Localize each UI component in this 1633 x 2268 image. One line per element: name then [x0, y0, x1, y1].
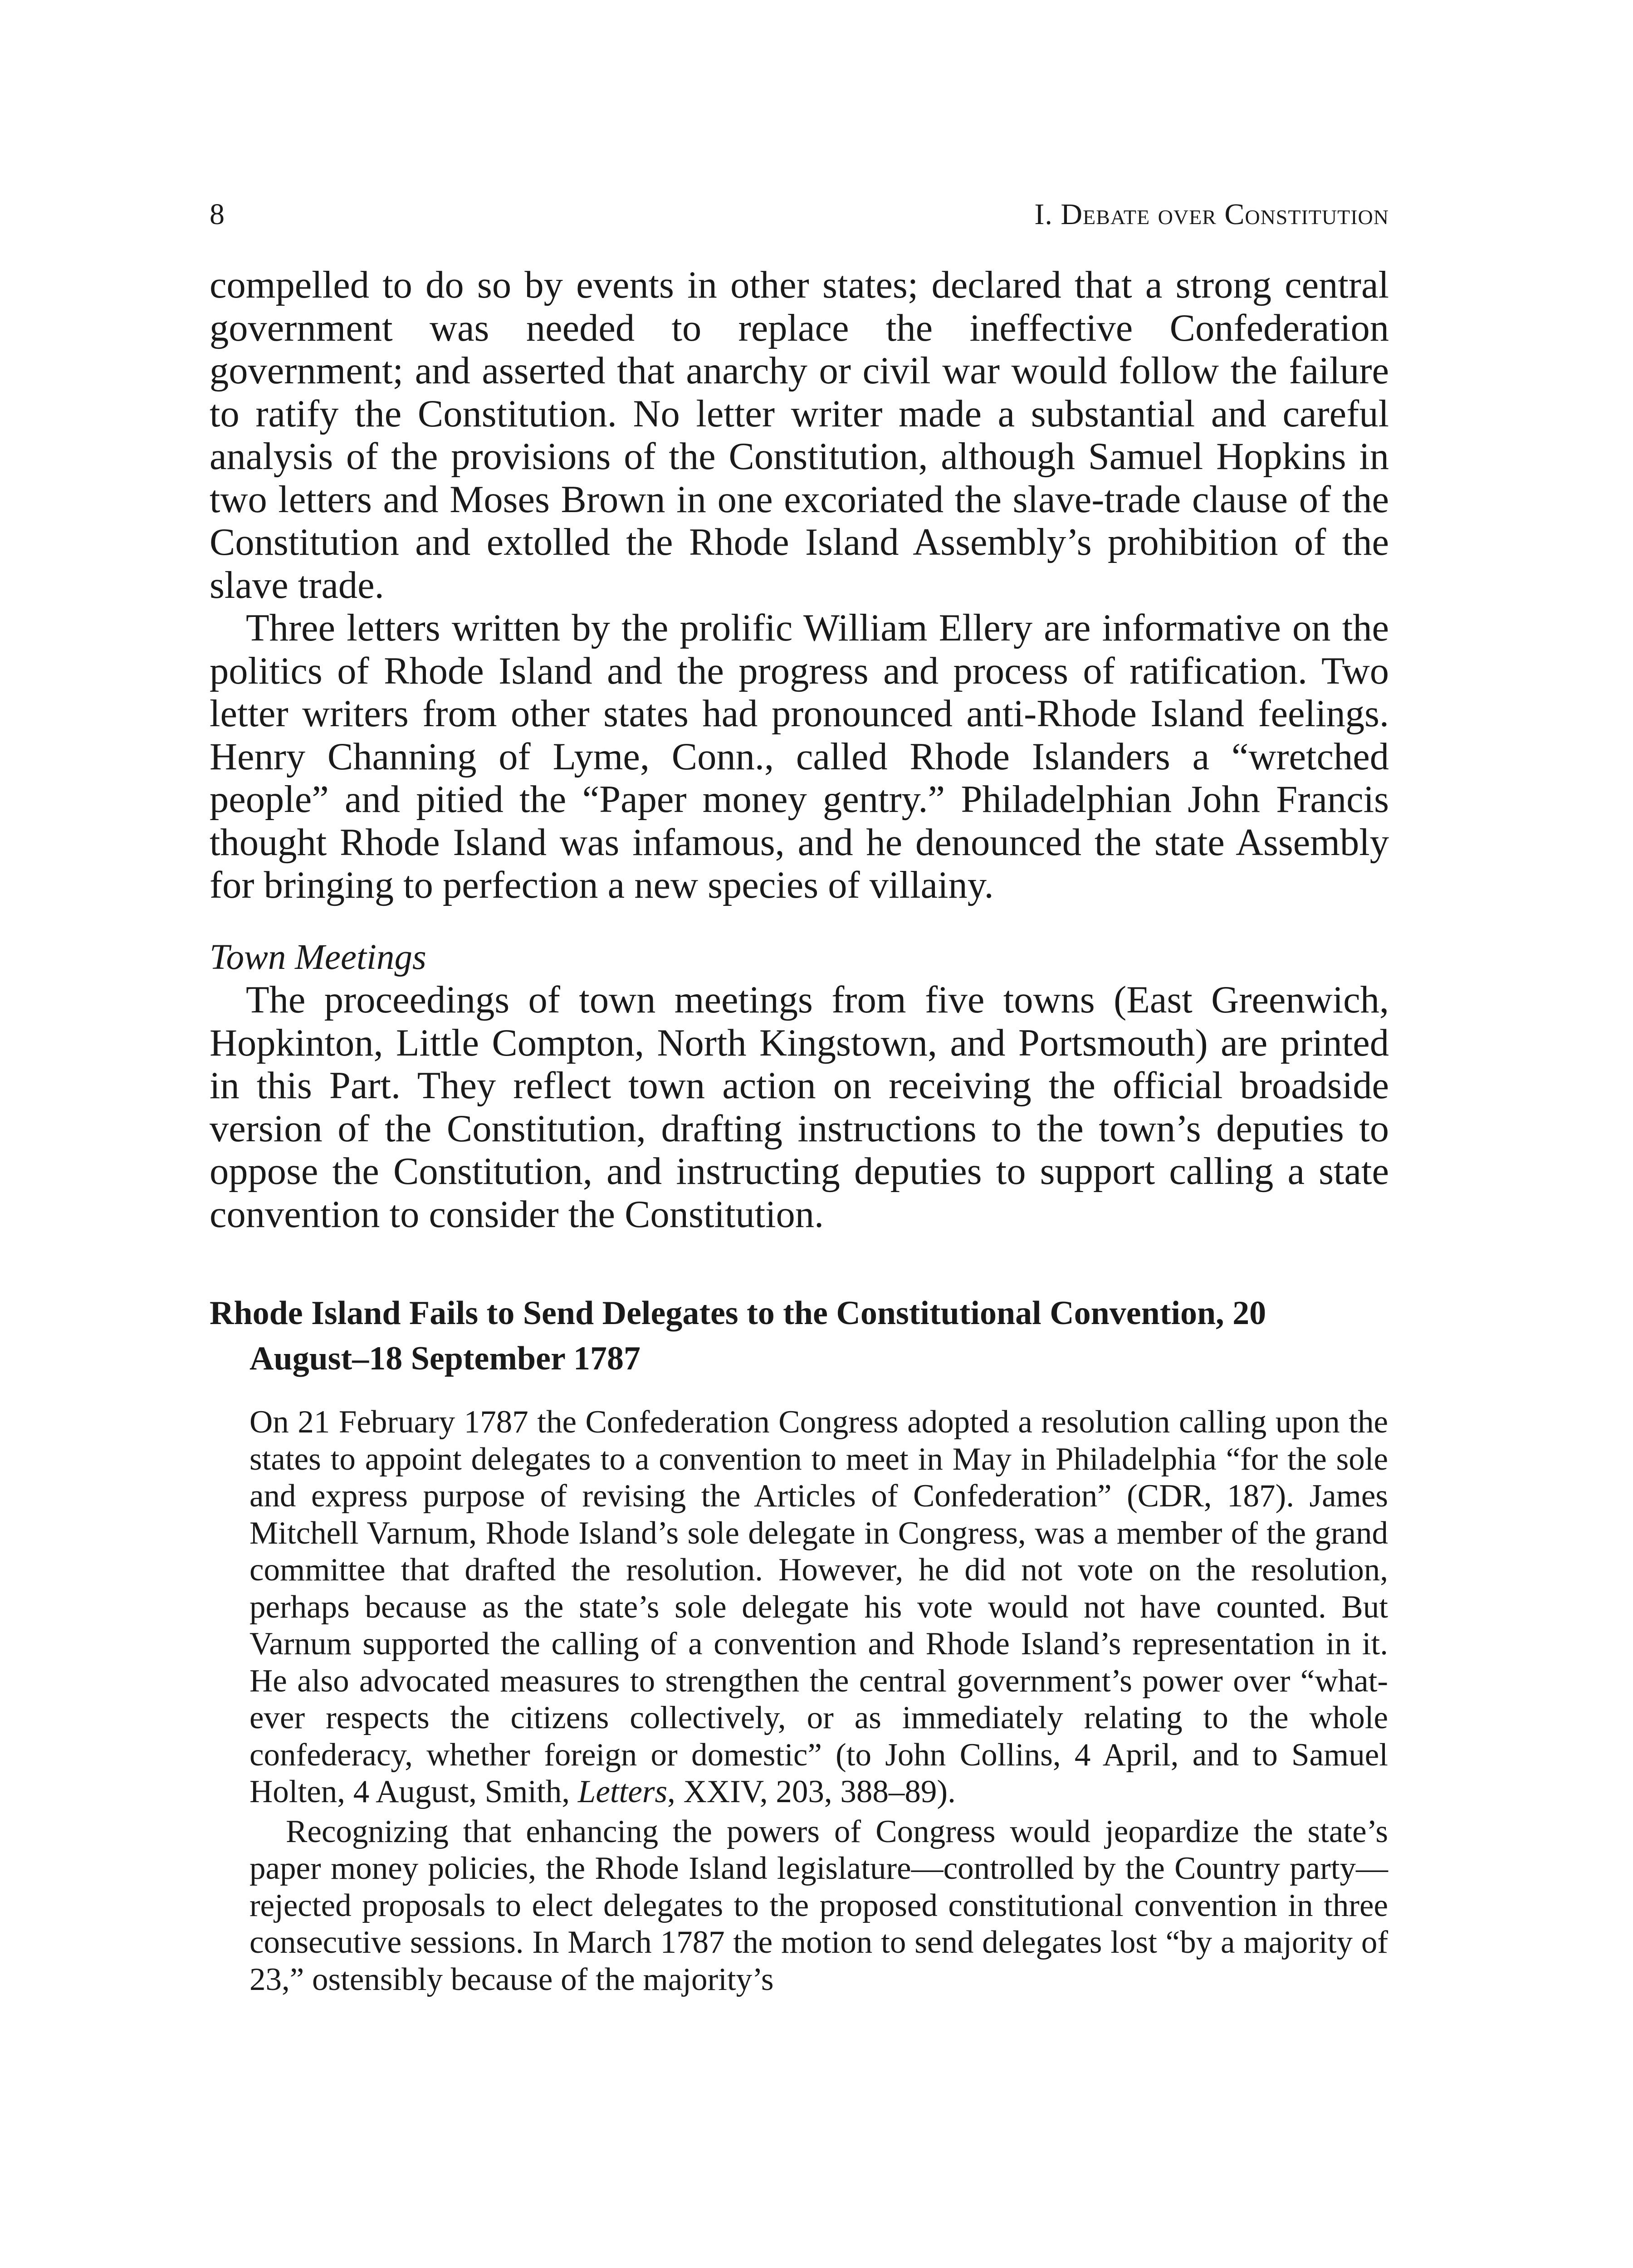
headnote-p1-italic-title: Letters: [577, 1774, 668, 1809]
town-meetings-paragraph: The proceedings of town meetings from five towns (East Greenwich, Hopkinton, Little Compton, North Kingstown, and Portsmouth) are printed in this Part. They reflect town action on receiving the official broadside version of the Constitution, drafting instructions to the town’s deputies to oppose the Constitution, and instructing deputies to support calling a state convention to consider the Constitution.: [210, 979, 1389, 1236]
intro-paragraph-1: compelled to do so by events in other states; declared that a strong central government was needed to replace the ineffective Confederation government; and asserted that anarchy or civil war would follow the failure to ratify the Constitution. No letter writer made a substantial and careful analysis of the provisions of the Constitution, although Samuel Hopkins in two letters and Moses Brown in one excoriated the slave-trade clause of the Constitution and extolled the Rhode Island Assembly’s prohibition of the slave trade.: [210, 264, 1389, 606]
headnote-p1-text-a: On 21 February 1787 the Confederation Congress adopted a resolution calling upon the states to appoint delegates to a convention to meet in May in Philadelphia “for the sole and express purpose of revising the Articles of Confederation” (CDR, 187). James Mitchell Varnum, Rhode Island’s sole delegate in Congress, was a member of the grand committee that drafted the resolution. However, he did not vote on the resolution, perhaps because as the state’s sole delegate his vote would not have counted. But Varnum supported the calling of a convention and Rhode Island’s representation in it. He also advocated measures to strengthen the central government’s power over “whatever respects the citizens collectively, or as immediately relating to the whole confederacy, whether foreign or domestic” (to John Collins, 4 April, and to Samuel Holten, 4 August, Smith,: [249, 1404, 1388, 1809]
document-page: [210, 200, 1389, 1998]
running-header: [210, 200, 1389, 230]
running-title: I. Debate over Constitution: [1034, 198, 1389, 231]
headnote-paragraph-1: [249, 1404, 1388, 1811]
headnote-paragraph-2: Recognizing that enhancing the powers of Congress would jeopardize the state’s paper money policies, the Rhode Island legislature—controlled by the Country party—rejected proposals to elect delegates to the proposed constitutional convention in three consecutive sessions. In March 1787 the motion to send delegates lost “by a majority of 23,” ostensibly because of the majority’s: [249, 1813, 1388, 1997]
section-heading: Rhode Island Fails to Send Delegates to the Constitutional Convention, 20 August–18 September 1787: [210, 1295, 1266, 1377]
town-meetings-subheading: Town Meetings: [210, 937, 426, 977]
section-headnote: [210, 1404, 1388, 1998]
intro-paragraph-2: Three letters written by the prolific William Ellery are informative on the politics of Rhode Island and the progress and process of ratification. Two letter writers from other states had pronounced anti-Rhode Island feelings. Henry Channing of Lyme, Conn., called Rhode Islanders a “wretched people” and pitied the “Paper money gentry.” Philadelphian John Francis thought Rhode Island was infamous, and he denounced the state Assembly for bringing to perfection a new species of villainy.: [210, 607, 1389, 906]
intro-text: [210, 264, 1389, 1236]
page-number: 8: [210, 198, 225, 231]
headnote-p1-text-b: , XXIV, 203, 388–89).: [667, 1774, 956, 1809]
